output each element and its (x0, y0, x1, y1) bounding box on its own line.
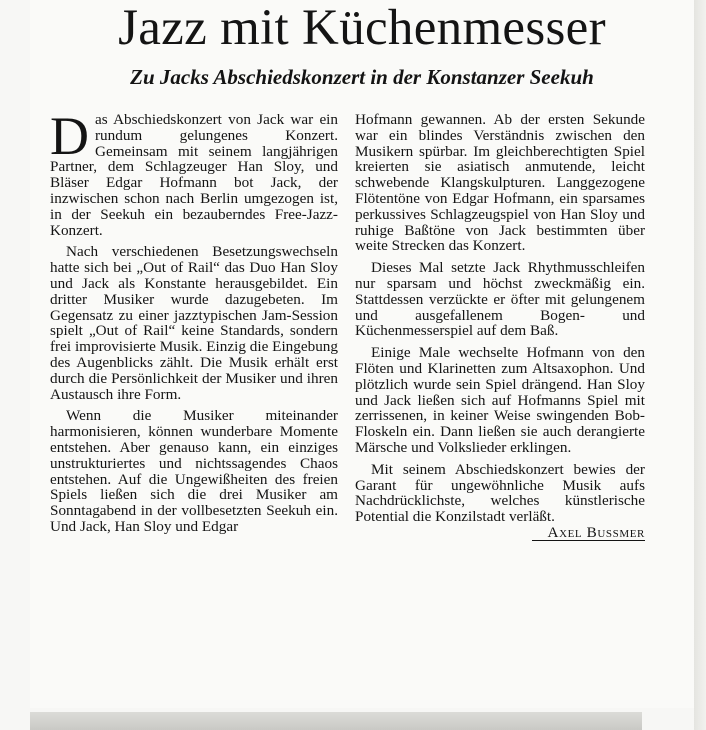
column-right (355, 112, 645, 541)
scan-edge (694, 0, 706, 730)
paragraph: Einige Male wechselte Hofmann von den Flöten und Klarinetten zum Altsaxophon. Und plötzlich wurde sein Spiel drängend. Han Sloy und Jack ließen sich auf Hofmanns Spiel mit zerrissenen, in keiner Weise swingenden Bob-Floskeln ein. Dann ließen sie auch derangierte Märsche und Volkslieder erklingen. (355, 344, 645, 456)
paragraph-text: as Abschiedskonzert von Jack war ein rundum gelungenes Konzert. Gemeinsam mit seinem langjährigen Partner, dem Schlagzeuger Han Sloy, und Bläser Edgar Hofmann bot Jack, der inzwischen schon nach Berlin umgezogen ist, in der Seekuh ein bezauberndes Free-Jazz-Konzert. (50, 111, 338, 239)
paragraph: Wenn die Musiker miteinander harmonisieren, können wunderbare Momente entstehen. Aber genauso kann, ein einziges unstrukturiertes und nichtssagendes Chaos entstehen. Auf die Ungewißheiten des freien Spiels ließen sich die drei Musiker am Sonntagabend in der vollbesetzten Seekuh ein. Und Jack, Han Sloy und Edgar (50, 407, 338, 535)
paragraph (50, 106, 338, 239)
drop-cap: D (50, 106, 89, 166)
column-left (50, 106, 338, 541)
paragraph: Dieses Mal setzte Jack Rhythmusschleifen nur sparsam und höchst zweckmäßig ein. Stattdessen verzückte er öfter mit gelungenem und ausgefallenem Bogen- und Küchenmesserspiel auf dem Baß. (355, 259, 645, 340)
headline: Jazz mit Küchenmesser (118, 0, 606, 56)
paragraph: Hofmann gewannen. Ab der ersten Sekunde war ein blindes Verständnis zwischen den Musikern spürbar. Im gleichberechtigten Spiel kreierten sie asiatisch anmutende, leicht schwebende Klangskulpturen. Langgezogene Flötentöne von Edgar Hofmann, ein sparsames perkussives Schlagzeugspiel von Han Sloy und ruhige Baßtöne von Jack bestimmten über weite Strecken das Konzert. (355, 111, 645, 255)
paragraph: Nach verschiedenen Besetzungswechseln hatte sich bei „Out of Rail“ das Duo Han Sloy und Jack als Konstante herausgebildet. Ein dritter Musiker wurde dazugebeten. Im Gegensatz zu einer jazztypischen Jam-Session spielt „Out of Rail“ keine Standards, sondern frei improvisierte Musik. Einzig die Eingebung des Augenblicks zählt. Die Musik erhält erst durch die Persönlichkeit der Musiker und ihren Austausch ihre Form. (50, 243, 338, 403)
paragraph-text: Mit seinem Abschiedskonzert bewies der Garant für ungewöhnliche Musik aufs Nachdrücklichste, welches künstlerische Potential die Konzilstadt verläßt. (355, 460, 645, 526)
paragraph (355, 460, 645, 541)
scan-bottom-strip (30, 712, 642, 730)
subtitle: Zu Jacks Abschiedskonzert in der Konstanzer Seekuh (130, 65, 594, 89)
byline: Axel Bussmer (532, 525, 646, 541)
